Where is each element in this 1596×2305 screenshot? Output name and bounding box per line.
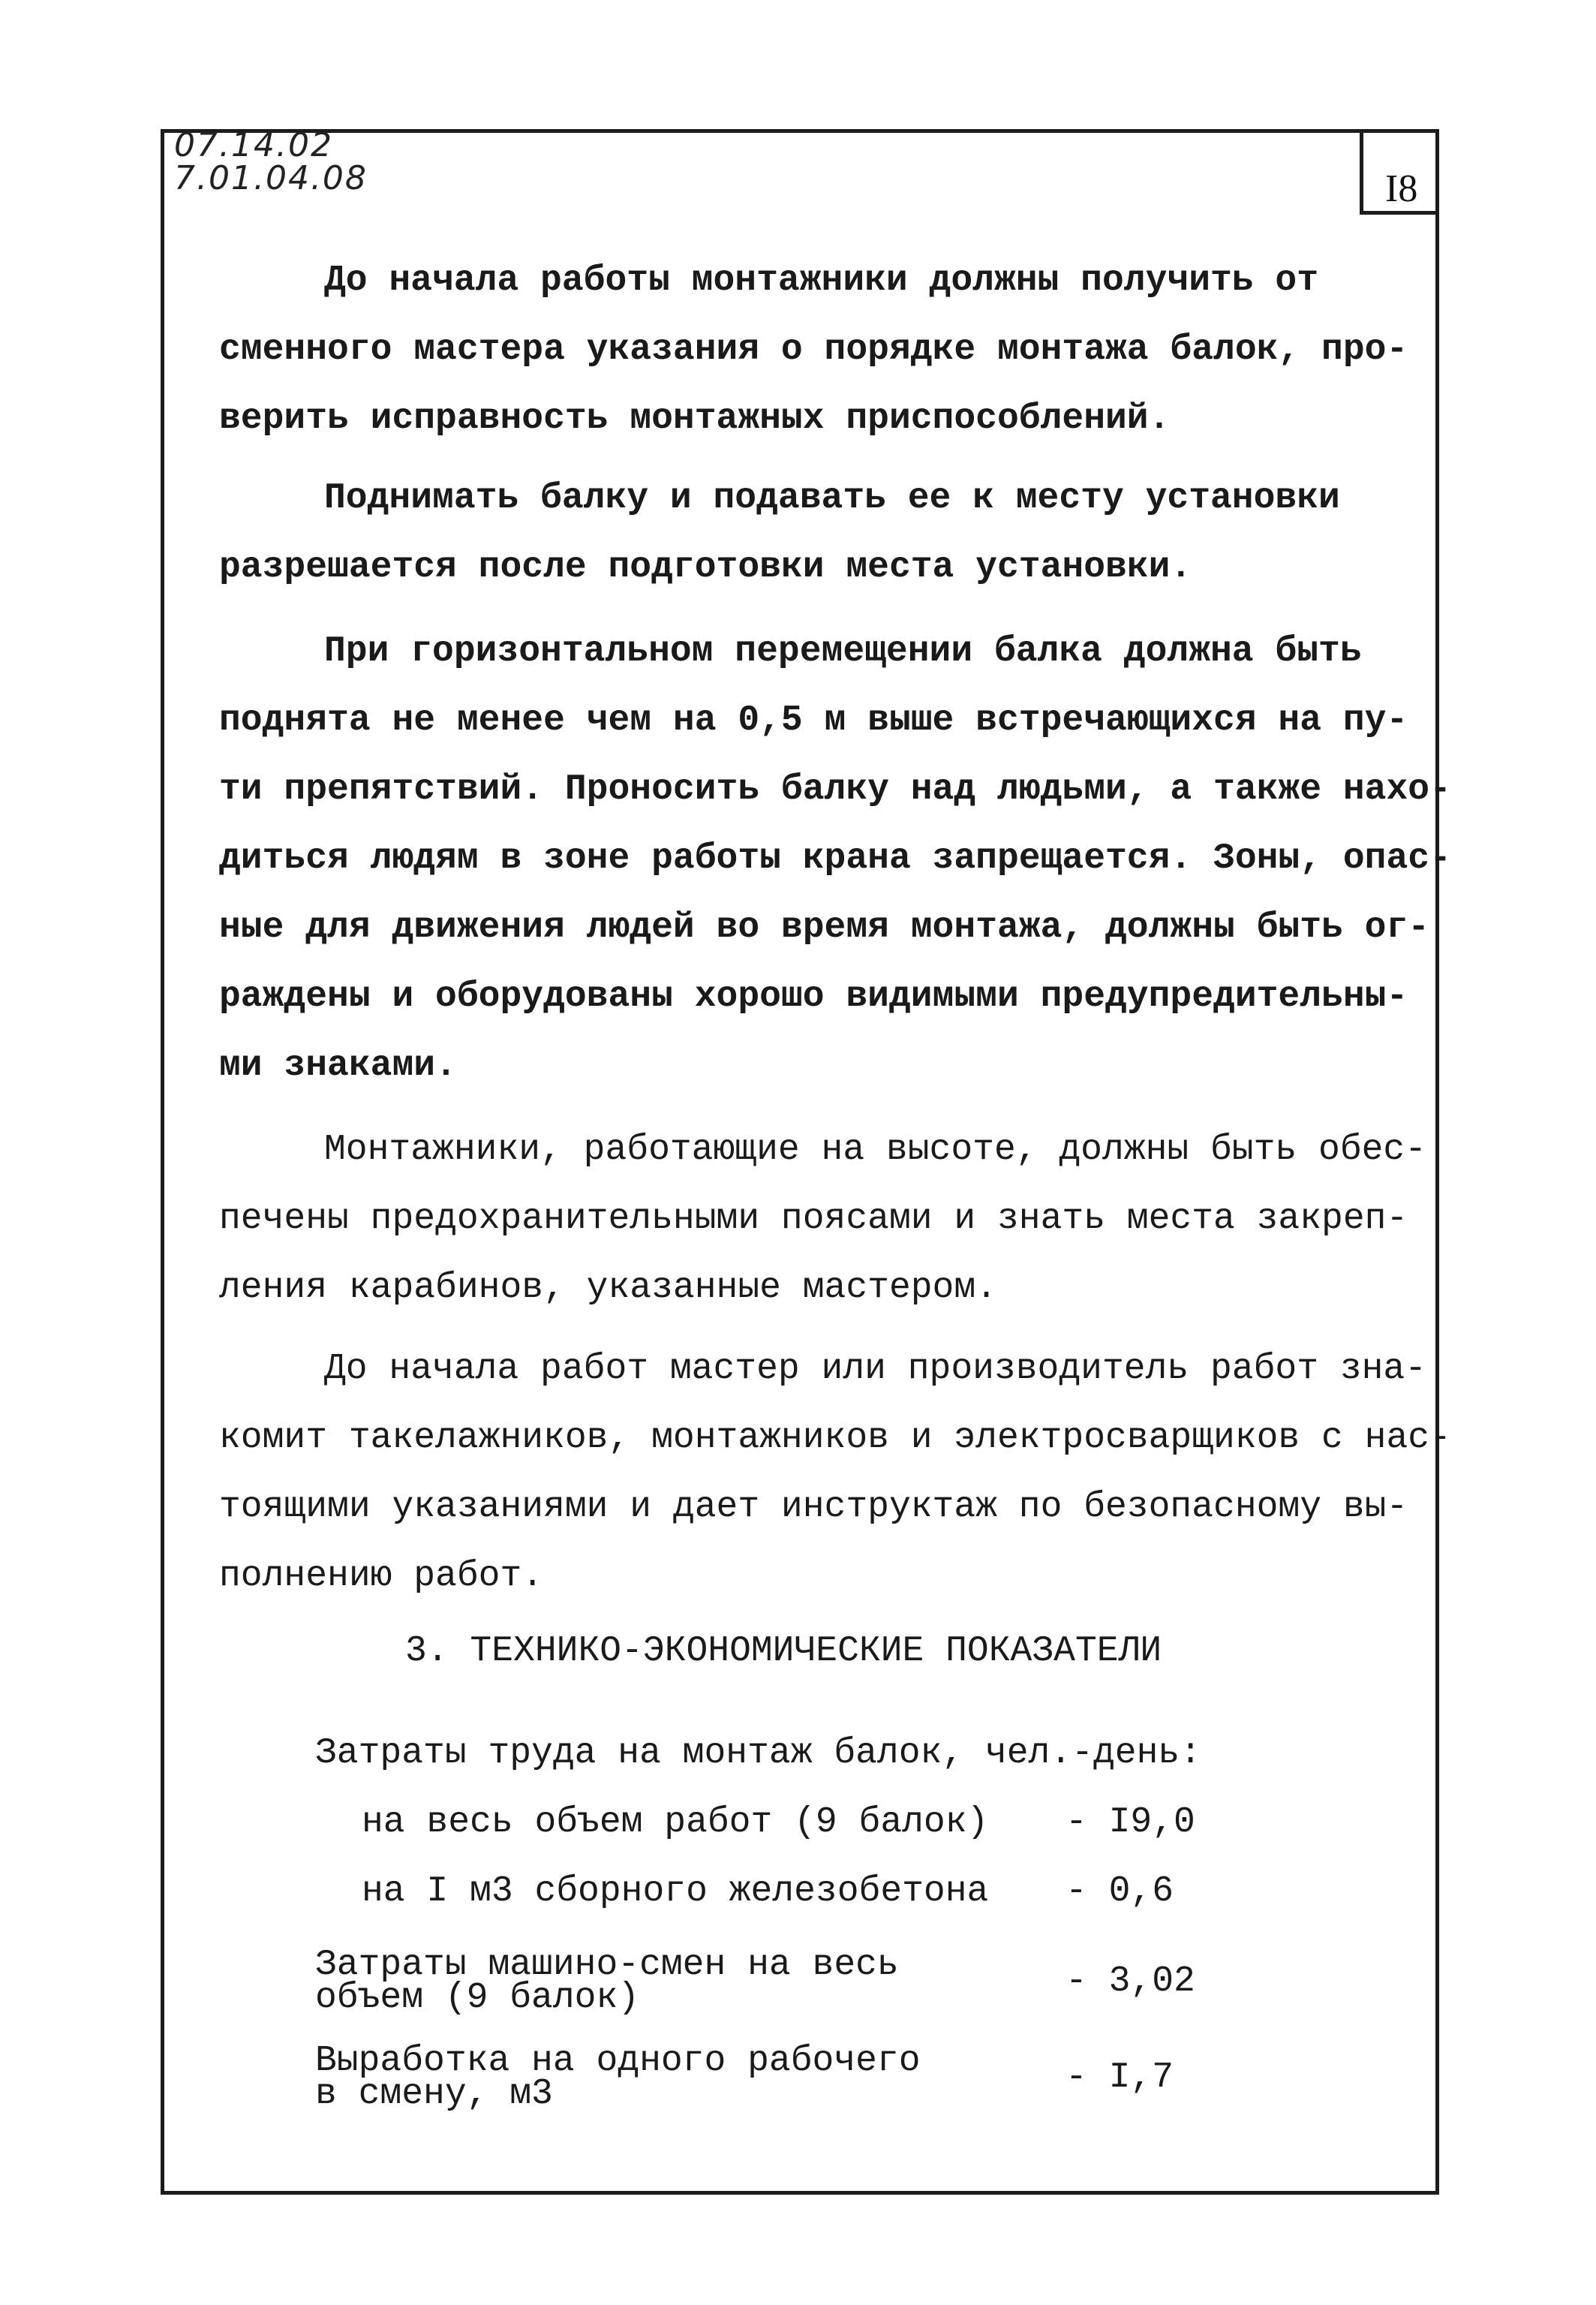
paragraph-line: раждены и оборудованы хорошо видимыми предупредительны- bbox=[219, 976, 1408, 1017]
paragraph-line: ми знаками. bbox=[219, 1046, 457, 1086]
paragraph-3 bbox=[219, 617, 1451, 1100]
paragraph-line: комит такелажников, монтажников и электросварщиков с нас- bbox=[219, 1418, 1451, 1458]
labor-costs-heading: Затраты труда на монтаж балок, чел.-день: bbox=[315, 1733, 1201, 1774]
paragraph-line: Поднимать балку и подавать ее к месту установки bbox=[324, 478, 1340, 519]
metric-label bbox=[315, 1945, 899, 2018]
paragraph-line: До начала работ мастер или производитель работ зна- bbox=[324, 1349, 1427, 1389]
paragraph-2 bbox=[219, 464, 1420, 602]
page-number: I8 bbox=[1385, 167, 1418, 210]
metric-label-line: Выработка на одного рабочего bbox=[315, 2041, 921, 2081]
paragraph-line: разрешается после подготовки места установки. bbox=[219, 547, 1192, 588]
paragraph-line: диться людям в зоне работы крана запрещается. Зоны, опас- bbox=[219, 838, 1451, 879]
paragraph-1 bbox=[219, 246, 1420, 453]
metric-label bbox=[315, 2041, 921, 2114]
metric-value: - I9,0 bbox=[1066, 1802, 1195, 1843]
metric-value: - 3,02 bbox=[1066, 1961, 1195, 2002]
paragraph-5 bbox=[219, 1335, 1451, 1611]
metric-value: - 0,6 bbox=[1066, 1871, 1174, 1912]
metric-value: - I,7 bbox=[1066, 2057, 1174, 2098]
paragraph-line: тоящими указаниями и дает инструктаж по безопасному вы- bbox=[219, 1487, 1408, 1527]
metric-label: на I м3 сборного железобетона bbox=[362, 1871, 989, 1912]
metric-label-line: объем (9 балок) bbox=[315, 1978, 640, 2018]
paragraph-line: До начала работы монтажники должны получить от bbox=[324, 260, 1319, 301]
paragraph-line: поднята не менее чем на 0,5 м выше встречающихся на пу- bbox=[219, 700, 1408, 741]
metric-label-line: Затраты машино-смен на весь bbox=[315, 1945, 899, 1985]
paragraph-line: ти препятствий. Проносить балку над людьми, а также нахо- bbox=[219, 769, 1451, 810]
paragraph-line: печены предохранительными поясами и знать места закреп- bbox=[219, 1199, 1408, 1239]
paragraph-line: ления карабинов, указанные мастером. bbox=[219, 1268, 997, 1308]
paragraph-line: При горизонтальном перемещении балка должна быть bbox=[324, 631, 1362, 672]
document-code-1: 07.14.02 bbox=[174, 126, 333, 164]
paragraph-line: сменного мастера указания о порядке монтажа балок, про- bbox=[219, 330, 1408, 370]
paragraph-line: полнению работ. bbox=[219, 1556, 544, 1596]
paragraph-line: Монтажники, работающие на высоте, должны быть обес- bbox=[324, 1130, 1427, 1170]
paragraph-line: ные для движения людей во время монтажа, должны быть ог- bbox=[219, 907, 1430, 948]
document-codes bbox=[174, 126, 368, 197]
metric-label-line: в смену, м3 bbox=[315, 2074, 553, 2114]
paragraph-4 bbox=[219, 1115, 1427, 1323]
paragraph-line: верить исправность монтажных приспособлений. bbox=[219, 399, 1171, 439]
metric-label: на весь объем работ (9 балок) bbox=[362, 1802, 989, 1843]
section-heading: 3. ТЕХНИКО-ЭКОНОМИЧЕСКИЕ ПОКАЗАТЕЛИ bbox=[405, 1631, 1162, 1672]
document-code-2: 7.01.04.08 bbox=[174, 159, 368, 197]
